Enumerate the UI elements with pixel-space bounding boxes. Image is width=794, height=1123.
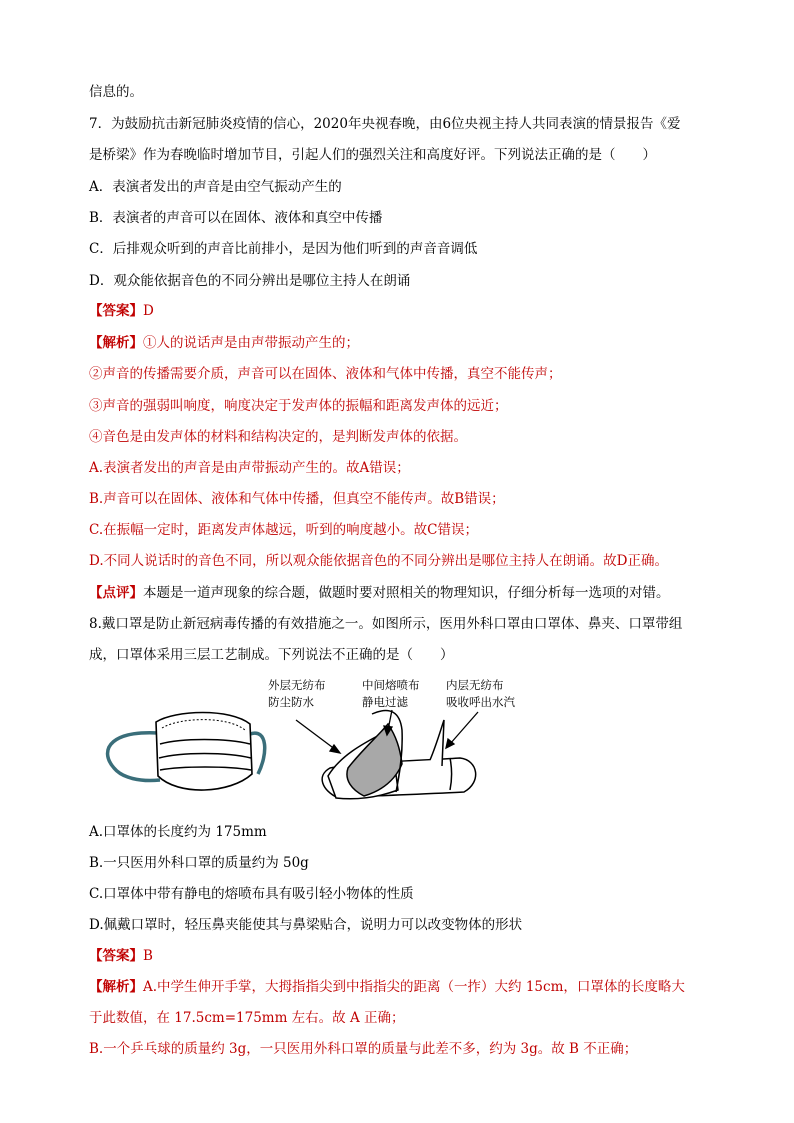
explanation-text: ①人的说话声是由声带振动产生的； [143, 335, 359, 351]
inner-layer-label-1: 内层无纺布 [446, 678, 504, 692]
mask-layer-diagram [322, 711, 476, 799]
explanation-7-option-b: B.声音可以在固体、液体和气体中传播，但真空不能传声。故B错误； [89, 491, 505, 507]
outer-layer-label-1: 外层无纺布 [268, 678, 326, 692]
answer-value: B [143, 948, 153, 964]
mask-illustration [100, 672, 530, 812]
question-7-option-b: B．表演者的声音可以在固体、液体和真空中传播 [89, 210, 383, 226]
question-8-stem-line-1: 8.戴口罩是防止新冠病毒传播的有效措施之一。如图所示，医用外科口罩由口罩体、鼻夹、口罩带组 [89, 616, 683, 632]
answer-8 [89, 946, 153, 966]
explanation-7-line-2: ②声音的传播需要介质，声音可以在固体、液体和气体中传播，真空不能传声； [89, 366, 562, 382]
answer-7 [89, 301, 154, 321]
explanation-label: 【解析】 [89, 335, 143, 351]
explanation-label: 【解析】 [89, 979, 143, 995]
question-7-option-d: D．观众能依据音色的不同分辨出是哪位主持人在朗诵 [89, 273, 411, 289]
question-7-stem-line-2: 是桥梁》作为春晚临时增加节目，引起人们的强烈关注和高度好评。下列说法正确的是（ ） [89, 147, 656, 163]
comment-text: 本题是一道声现象的综合题，做题时要对照相关的物理知识，仔细分析每一选项的对错。 [143, 585, 670, 601]
explanation-8-line-3: B.一个乒乓球的质量约 3g，一只医用外科口罩的质量与此差不多，约为 3g。故 B 不正确； [89, 1041, 638, 1057]
question-8-option-d: D.佩戴口罩时，轻压鼻夹能使其与鼻梁贴合，说明力可以改变物体的形状 [89, 917, 523, 933]
explanation-7-line-1 [89, 333, 359, 353]
inner-layer-label-2: 吸收呼出水汽 [446, 695, 515, 709]
question-7-option-c: C．后排观众听到的声音比前排小，是因为他们听到的声音音调低 [89, 241, 478, 257]
question-8-option-a: A.口罩体的长度约为 175mm [89, 824, 267, 840]
question-8-stem-line-2: 成，口罩体采用三层工艺制成。下列说法不正确的是（ ） [89, 647, 454, 663]
question-7-option-a: A．表演者发出的声音是由空气振动产生的 [89, 179, 342, 195]
answer-label: 【答案】 [89, 948, 143, 964]
middle-layer-label-2: 静电过滤 [362, 695, 408, 709]
explanation-7-line-3: ③声音的强弱叫响度，响度决定于发声体的振幅和距离发声体的远近； [89, 398, 508, 414]
comment-7 [89, 583, 670, 603]
answer-value: D [143, 303, 154, 319]
question-8-option-c: C.口罩体中带有静电的熔喷布具有吸引轻小物体的性质 [89, 886, 414, 902]
surgical-mask-drawing [108, 713, 265, 791]
text-line: 信息的。 [89, 84, 143, 100]
middle-layer-label-1: 中间熔喷布 [362, 678, 420, 692]
answer-label: 【答案】 [89, 303, 143, 319]
explanation-8-line-2: 于此数值，在 17.5cm=175mm 左右。故 A 正确； [89, 1010, 405, 1026]
explanation-7-line-4: ④音色是由发声体的材料和结构决定的，是判断发声体的依据。 [89, 429, 467, 445]
explanation-text: A.中学生伸开手掌，大拇指指尖到中指指尖的距离（一拃）大约 15cm，口罩体的长度略大 [143, 979, 685, 995]
mask-figure [100, 672, 530, 812]
question-7-stem-line-1: 7．为鼓励抗击新冠肺炎疫情的信心，2020年央视春晚，由6位央视主持人共同表演的情景报告《爱 [89, 116, 681, 132]
outer-layer-label-2: 防尘防水 [268, 695, 314, 709]
explanation-8-line-1 [89, 977, 685, 997]
explanation-7-option-c: C.在振幅一定时，距离发声体越远，听到的响度越小。故C错误； [89, 522, 478, 538]
explanation-7-option-a: A.表演者发出的声音是由声带振动产生的。故A错误； [89, 460, 410, 476]
comment-label: 【点评】 [89, 585, 143, 601]
question-8-option-b: B.一只医用外科口罩的质量约为 50g [89, 855, 309, 871]
explanation-7-option-d: D.不同人说话时的音色不同，所以观众能依据音色的不同分辨出是哪位主持人在朗诵。故D正确。 [89, 553, 668, 569]
